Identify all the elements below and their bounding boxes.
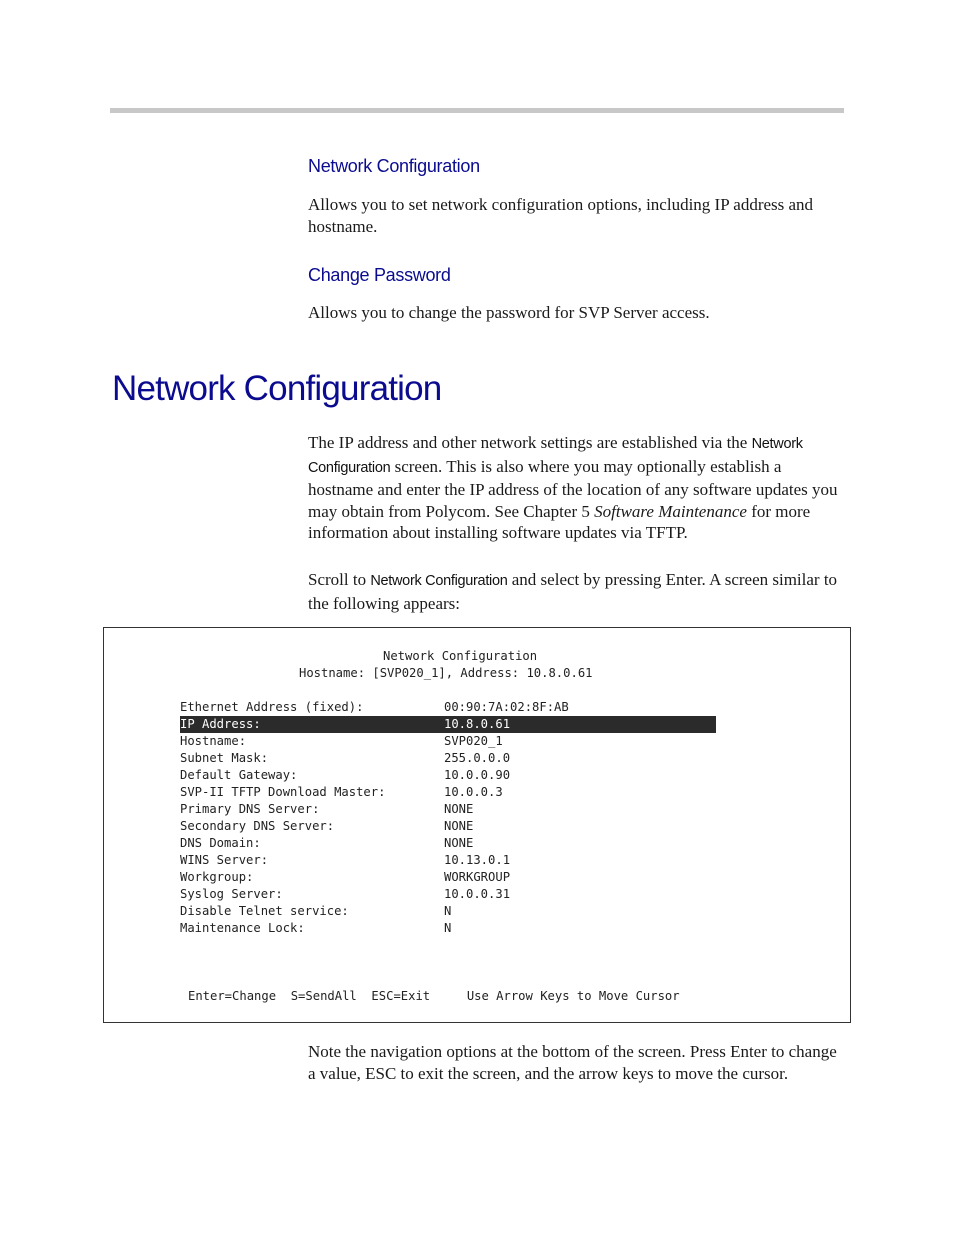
setting-label: Syslog Server: (180, 887, 283, 901)
setting-value: NONE (444, 836, 474, 850)
setting-value: 255.0.0.0 (444, 751, 511, 765)
section-text-network-configuration: Allows you to set network configuration options, including IP address and hostname. (308, 195, 814, 236)
setting-label: Workgroup: (180, 870, 254, 884)
setting-value: NONE (444, 802, 474, 816)
setting-value: SVP020_1 (444, 734, 503, 748)
terminal-screenshot (103, 627, 851, 1023)
header-rule (110, 108, 844, 113)
chapter-title: Network Configuration (112, 369, 442, 408)
setting-label: Maintenance Lock: (180, 921, 305, 935)
setting-row[interactable] (180, 716, 716, 733)
setting-row[interactable] (180, 818, 716, 835)
setting-value: 10.0.0.90 (444, 768, 511, 782)
section-text-change-password: Allows you to change the password for SVP Server access. (308, 303, 710, 322)
setting-row[interactable] (180, 699, 716, 716)
setting-value: 00:90:7A:02:8F:AB (444, 700, 569, 714)
setting-label: Ethernet Address (fixed): (180, 700, 364, 714)
setting-value: 10.13.0.1 (444, 853, 511, 867)
setting-row[interactable] (180, 750, 716, 767)
setting-value: N (444, 921, 452, 935)
chapter-reference: Software Maintenance (594, 501, 747, 521)
screen-footer: Enter=Change S=SendAll ESC=Exit Use Arrow Keys to Move Cursor (188, 989, 680, 1003)
setting-label: IP Address: (180, 717, 261, 731)
setting-row[interactable] (180, 835, 716, 852)
setting-value: WORKGROUP (444, 870, 511, 884)
instruction-text-1: Scroll to (308, 570, 371, 589)
setting-value: 10.0.0.31 (444, 887, 511, 901)
instruction-paragraph (308, 569, 844, 614)
setting-label: Default Gateway: (180, 768, 298, 782)
setting-label: SVP-II TFTP Download Master: (180, 785, 386, 799)
intro-paragraph (308, 432, 844, 544)
instruction-text-2: and select by pressing Enter. A screen similar to the following appears: (308, 570, 838, 613)
setting-label: Disable Telnet service: (180, 904, 349, 918)
note-paragraph: Note the navigation options at the bottom of the screen. Press Enter to change a value, ESC to exit the screen, and the arrow keys to move the cursor. (308, 1042, 837, 1083)
setting-row[interactable] (180, 733, 716, 750)
intro-text-2: screen. This is also where you may optionally establish a hostname and enter the IP address of the location of any software updates you may obtain from Polycom. See Chapter 5 (308, 456, 838, 521)
ui-term-network-configuration-2: Network Configuration (370, 573, 508, 589)
ui-term-network-configuration: Network Configuration (308, 436, 803, 476)
setting-label: DNS Domain: (180, 836, 261, 850)
setting-label: Hostname: (180, 734, 247, 748)
intro-text-1: The IP address and other network settings are established via the (308, 433, 752, 452)
setting-row[interactable] (180, 801, 716, 818)
setting-label: Subnet Mask: (180, 751, 269, 765)
setting-value: NONE (444, 819, 474, 833)
section-heading-network-configuration: Network Configuration (308, 156, 480, 176)
setting-label: WINS Server: (180, 853, 269, 867)
setting-row[interactable] (180, 767, 716, 784)
setting-row[interactable] (180, 869, 716, 886)
setting-value: N (444, 904, 452, 918)
setting-row[interactable] (180, 784, 716, 801)
setting-row[interactable] (180, 903, 716, 920)
setting-value: 10.0.0.3 (444, 785, 503, 799)
intro-text-3: for more information about installing software updates via TFTP. (308, 501, 811, 542)
screen-title: Network Configuration (383, 649, 538, 663)
setting-row[interactable] (180, 886, 716, 903)
section-heading-change-password: Change Password (308, 265, 451, 285)
setting-row[interactable] (180, 920, 716, 937)
setting-label: Secondary DNS Server: (180, 819, 335, 833)
setting-label: Primary DNS Server: (180, 802, 320, 816)
setting-row[interactable] (180, 852, 716, 869)
setting-value: 10.8.0.61 (444, 717, 511, 731)
screen-subtitle: Hostname: [SVP020_1], Address: 10.8.0.61 (299, 666, 593, 680)
